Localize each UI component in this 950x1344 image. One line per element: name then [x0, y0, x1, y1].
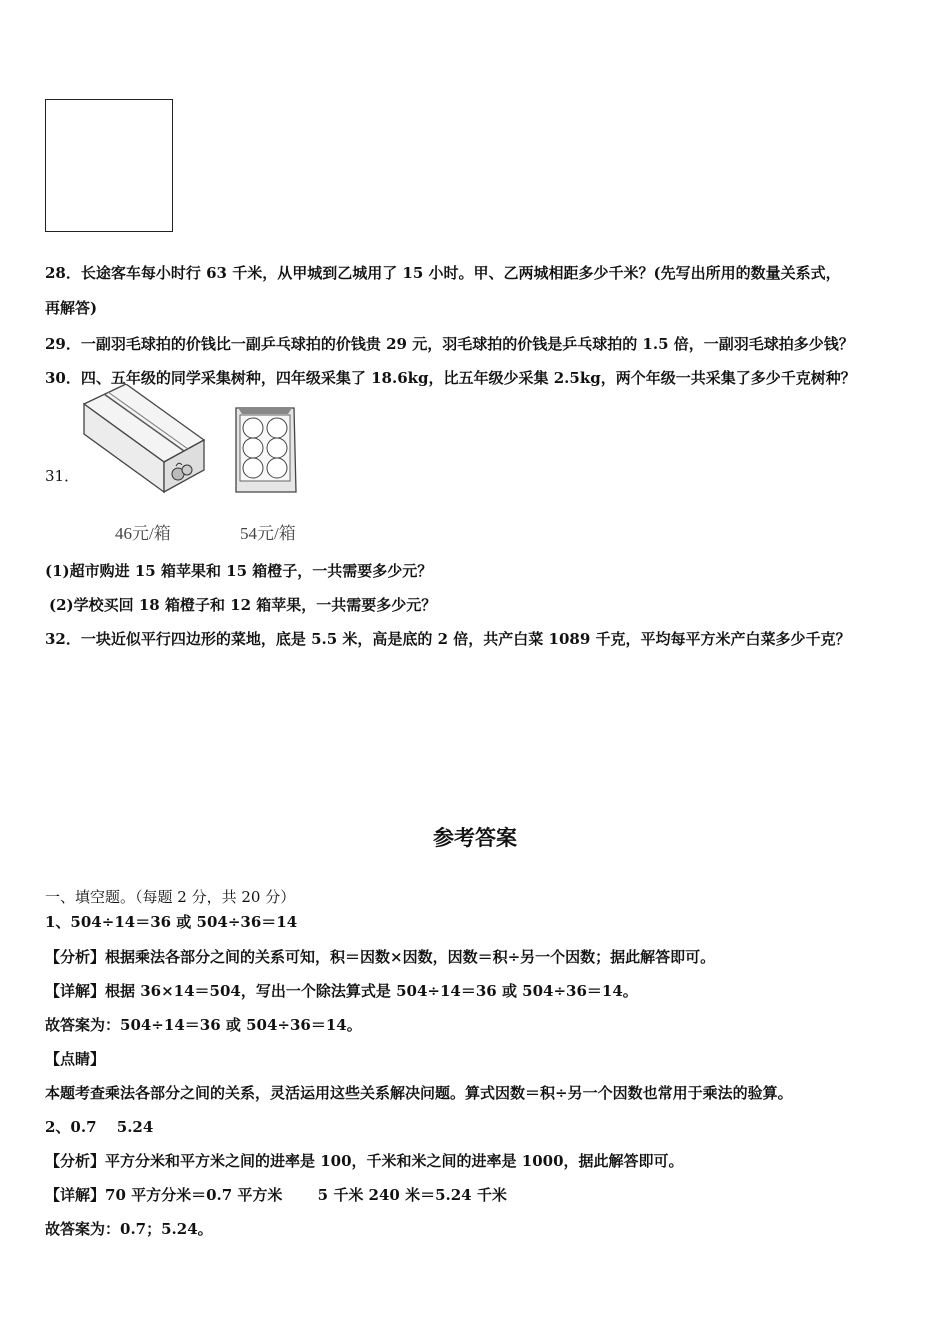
- question-32: 32．一块近似平行四边形的菜地，底是 5.5 米，高是底的 2 倍，共产白菜 1089 千克，平均每平方米产白菜多少千克？: [45, 630, 851, 648]
- answer-1-final: 故答案为：504÷14＝36 或 504÷36＝14。: [45, 1016, 362, 1034]
- question-31-sub2: (2)学校买回 18 箱橙子和 12 箱苹果，一共需要多少元？: [49, 596, 437, 614]
- blank-figure-box: [45, 99, 173, 232]
- answer-1-comment: 本题考查乘法各部分之间的关系，灵活运用这些关系解决问题。算式因数＝积÷另一个因数也常用于乘法的验算。: [45, 1084, 793, 1102]
- question-28-line2: 再解答): [45, 299, 98, 317]
- apple-box-illustration: [80, 384, 210, 494]
- answers-title: 参考答案: [433, 825, 517, 850]
- detail-text: 70 平方分米＝0.7 平方米 5 千米 240 米＝5.24 千米: [105, 1186, 507, 1204]
- analysis-text: 平方分米和平方米之间的进率是 100，千米和米之间的进率是 1000，据此解答即可。: [105, 1152, 684, 1170]
- answer-1-analysis: [45, 946, 715, 967]
- orange-box-illustration: [234, 406, 300, 494]
- answer-1-head: 1、504÷14＝36 或 504÷36＝14: [45, 913, 298, 931]
- question-30: 30．四、五年级的同学采集树种，四年级采集了 18.6kg，比五年级少采集 2.5kg，两个年级一共采集了多少千克树种？: [45, 369, 856, 387]
- question-31-number: 31．: [45, 467, 80, 485]
- analysis-text: 根据乘法各部分之间的关系可知，积＝因数×因数，因数＝积÷另一个因数；据此解答即可。: [105, 948, 716, 966]
- answer-2-detail: [45, 1184, 507, 1205]
- answer-2-final: 故答案为：0.7；5.24。: [45, 1220, 213, 1238]
- detail-text: 根据 36×14＝504，写出一个除法算式是 504÷14＝36 或 504÷36＝14。: [105, 982, 638, 1000]
- question-31-sub1: (1)超市购进 15 箱苹果和 15 箱橙子，一共需要多少元？: [45, 562, 433, 580]
- answer-1-detail: [45, 980, 638, 1001]
- detail-label: 【详解】: [45, 982, 106, 1000]
- orange-box-price: 54元/箱: [240, 524, 296, 543]
- analysis-label: 【分析】: [45, 948, 106, 966]
- question-29: 29．一副羽毛球拍的价钱比一副乒乓球拍的价钱贵 29 元，羽毛球拍的价钱是乒乓球拍的 1.5 倍，一副羽毛球拍多少钱？: [45, 335, 854, 353]
- analysis-label: 【分析】: [45, 1152, 106, 1170]
- detail-label: 【详解】: [45, 1186, 106, 1204]
- apple-box-price: 46元/箱: [115, 524, 171, 543]
- question-28-line1: 28．长途客车每小时行 63 千米，从甲城到乙城用了 15 小时。甲、乙两城相距多少千米？(先写出所用的数量关系式，: [45, 264, 841, 282]
- answers-section-heading: 一、填空题。（每题 2 分，共 20 分）: [45, 888, 296, 906]
- answer-2-head: 2、0.7 5.24: [45, 1118, 154, 1136]
- answer-1-comment-label: 【点睛】: [45, 1050, 106, 1068]
- answer-2-analysis: [45, 1150, 684, 1171]
